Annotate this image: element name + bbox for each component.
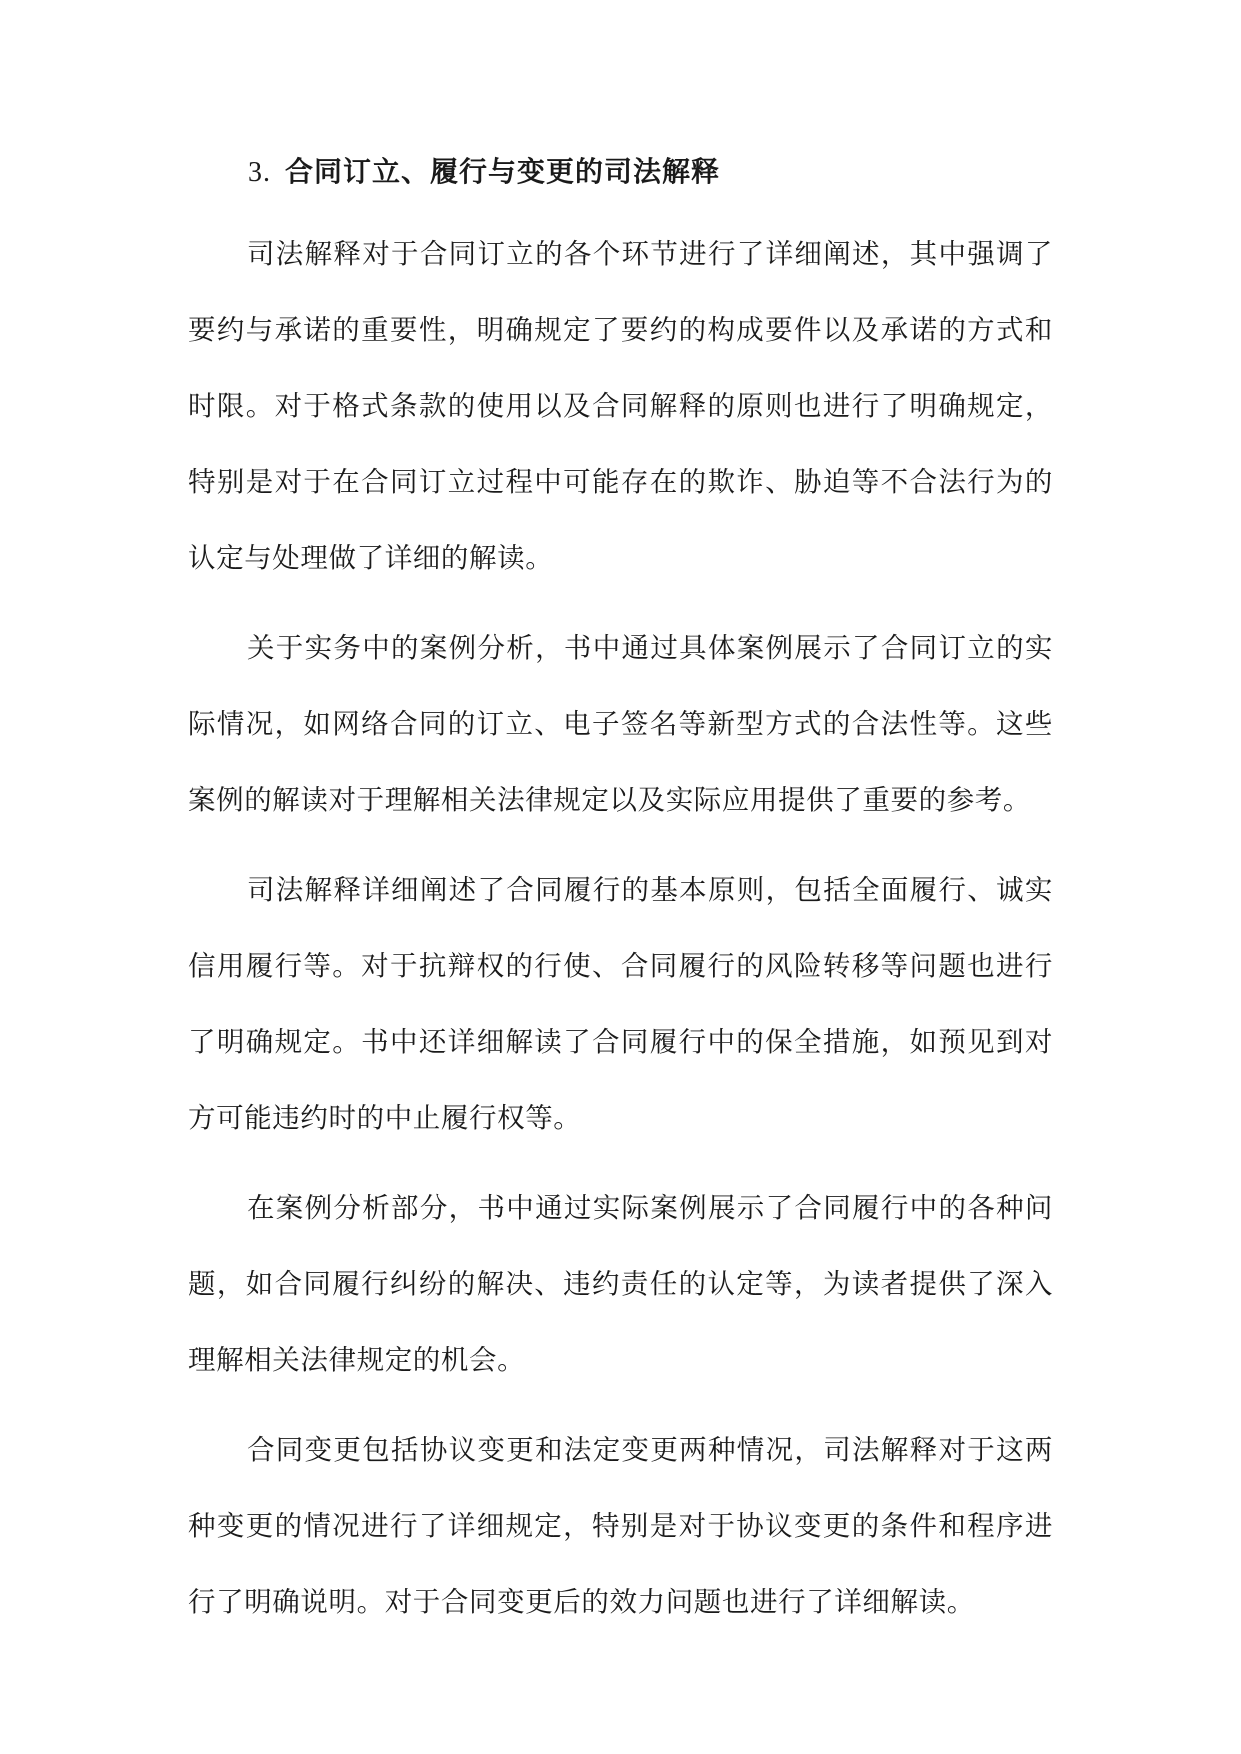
section-heading: [248, 142, 1053, 202]
paragraph-contract-formation: 司法解释对于合同订立的各个环节进行了详细阐述，其中强调了要约与承诺的重要性，明确规定了要约的构成要件以及承诺的方式和时限。对于格式条款的使用以及合同解释的原则也进行了明确规定，特别是对于在合同订立过程中可能存在的欺诈、胁迫等不合法行为的认定与处理做了详细的解读。: [188, 238, 1053, 574]
paragraph-contract-performance: 司法解释详细阐述了合同履行的基本原则，包括全面履行、诚实信用履行等。对于抗辩权的行使、合同履行的风险转移等问题也进行了明确规定。书中还详细解读了合同履行中的保全措施，如预见到对方可能违约时的中止履行权等。: [188, 874, 1053, 1134]
paragraph-formation-cases: 关于实务中的案例分析，书中通过具体案例展示了合同订立的实际情况，如网络合同的订立、电子签名等新型方式的合法性等。这些案例的解读对于理解相关法律规定以及实际应用提供了重要的参考。: [188, 632, 1053, 816]
paragraph-contract-modification: 合同变更包括协议变更和法定变更两种情况，司法解释对于这两种变更的情况进行了详细规定，特别是对于协议变更的条件和程序进行了明确说明。对于合同变更后的效力问题也进行了详细解读。: [188, 1434, 1053, 1618]
section-number: 3.: [248, 157, 271, 188]
paragraph-performance-cases: 在案例分析部分，书中通过实际案例展示了合同履行中的各种问题，如合同履行纠纷的解决、违约责任的认定等，为读者提供了深入理解相关法律规定的机会。: [188, 1192, 1053, 1376]
document-body: [188, 142, 1053, 1640]
section-title: 合同订立、履行与变更的司法解释: [285, 155, 721, 188]
